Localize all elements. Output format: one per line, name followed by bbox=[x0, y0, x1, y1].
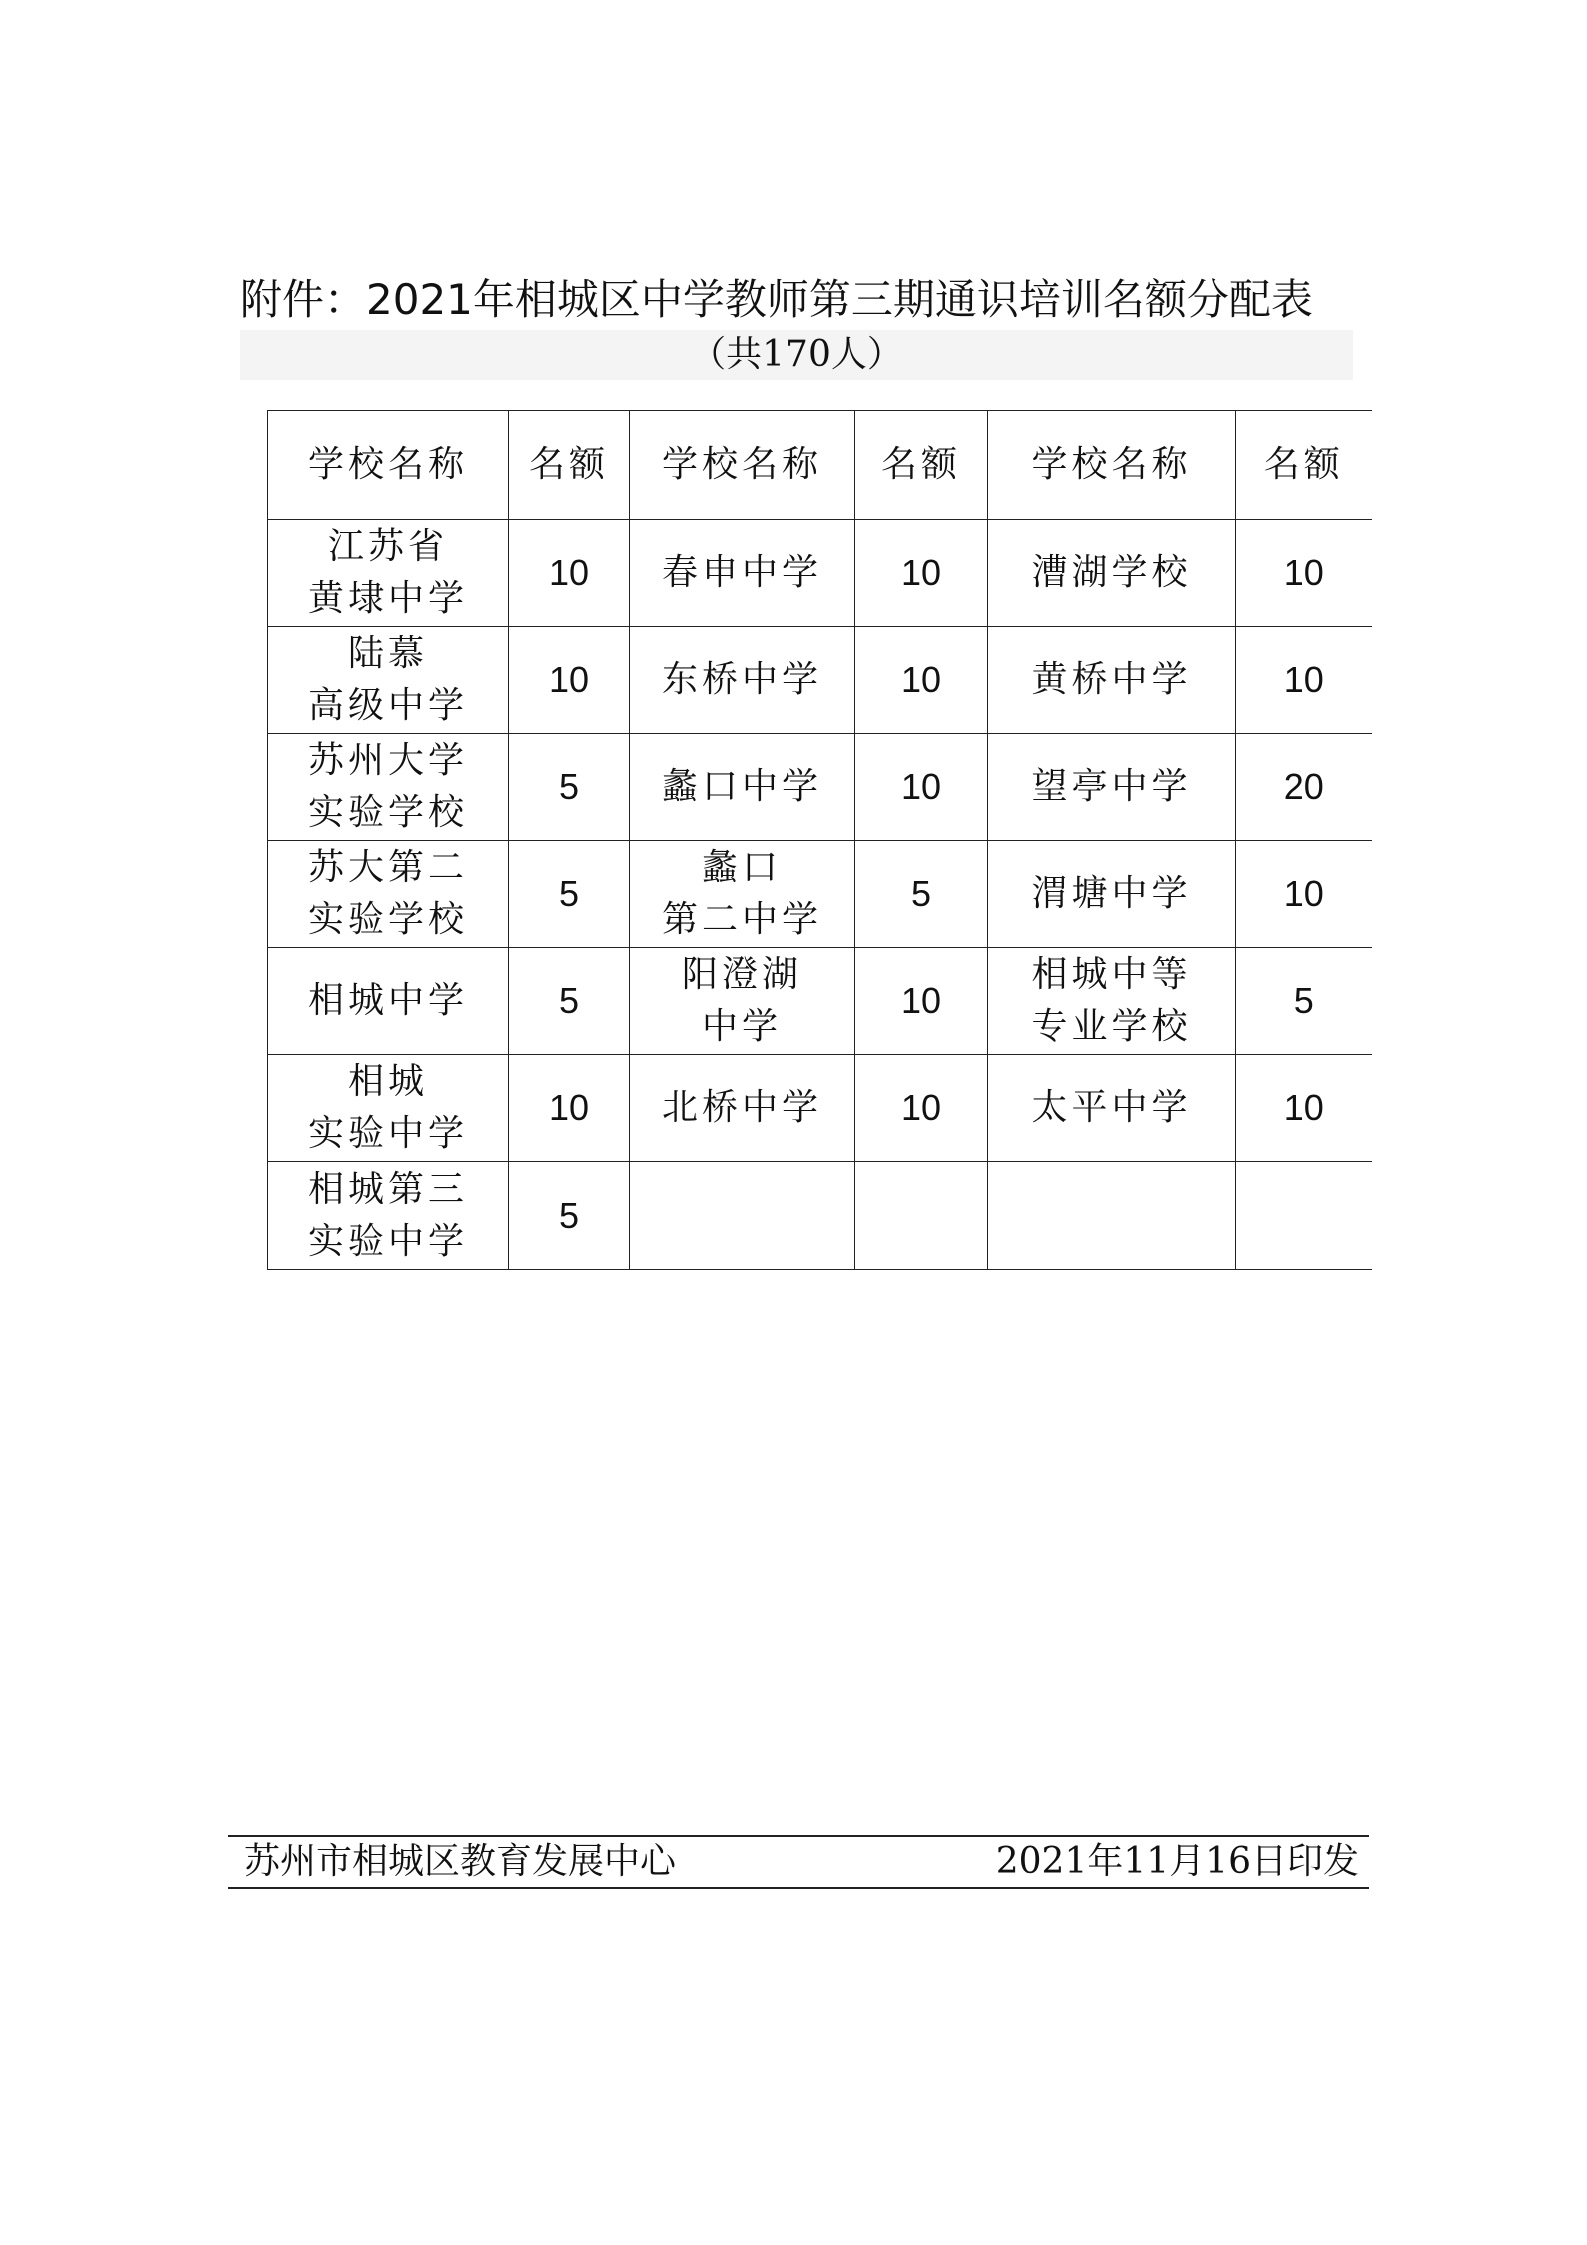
school-name-cell bbox=[988, 1162, 1236, 1270]
school-name-cell bbox=[268, 1055, 509, 1162]
document-footer bbox=[228, 1835, 1369, 1889]
school-name-line: 实验学校 bbox=[307, 899, 468, 940]
school-name-line: 太平中学 bbox=[1031, 1087, 1192, 1128]
quota-cell: 10 bbox=[1236, 1055, 1372, 1162]
school-name-line: 苏州大学 bbox=[307, 740, 468, 781]
issuer-name: 苏州市相城区教育发展中心 bbox=[244, 1841, 677, 1882]
school-name-line: 北桥中学 bbox=[661, 1087, 822, 1128]
school-name-cell bbox=[630, 627, 855, 734]
school-name-line: 专业学校 bbox=[1031, 1006, 1192, 1047]
table-row bbox=[268, 627, 1372, 734]
quota-cell: 10 bbox=[855, 520, 988, 627]
table-row bbox=[268, 841, 1372, 948]
school-name-cell bbox=[268, 520, 509, 627]
school-name-line: 春申中学 bbox=[661, 552, 822, 593]
school-name-line: 高级中学 bbox=[307, 685, 468, 726]
document-title: 附件：2021年相城区中学教师第三期通识培训名额分配表 bbox=[240, 275, 1313, 324]
quota-cell: 10 bbox=[855, 1055, 988, 1162]
quota-cell: 10 bbox=[855, 948, 988, 1055]
school-name-cell bbox=[268, 627, 509, 734]
school-name-line: 江苏省 bbox=[327, 526, 448, 567]
school-name-line: 相城中等 bbox=[1031, 954, 1192, 995]
school-name-cell bbox=[988, 1055, 1236, 1162]
quota-cell: 10 bbox=[1236, 520, 1372, 627]
school-name-line: 蠡口 bbox=[701, 847, 782, 888]
school-name-cell bbox=[988, 948, 1236, 1055]
quota-cell: 10 bbox=[509, 520, 630, 627]
school-name-line: 黄桥中学 bbox=[1031, 659, 1192, 700]
quota-cell bbox=[855, 1162, 988, 1270]
quota-cell: 10 bbox=[1236, 841, 1372, 948]
table-row bbox=[268, 734, 1372, 841]
school-name-line: 东桥中学 bbox=[661, 659, 822, 700]
quota-cell: 10 bbox=[1236, 627, 1372, 734]
school-name-cell bbox=[988, 841, 1236, 948]
school-name-line: 实验学校 bbox=[307, 792, 468, 833]
school-name-line: 实验中学 bbox=[307, 1113, 468, 1154]
table-header-row bbox=[268, 411, 1372, 520]
school-name-cell bbox=[988, 734, 1236, 841]
header-school-name: 学校名称 bbox=[268, 411, 509, 520]
header-school-name: 学校名称 bbox=[988, 411, 1236, 520]
school-name-line: 漕湖学校 bbox=[1031, 552, 1192, 593]
quota-cell: 5 bbox=[1236, 948, 1372, 1055]
quota-cell: 10 bbox=[855, 627, 988, 734]
quota-cell: 5 bbox=[509, 734, 630, 841]
school-name-line: 相城 bbox=[347, 1061, 428, 1102]
quota-cell: 5 bbox=[855, 841, 988, 948]
quota-cell: 5 bbox=[509, 948, 630, 1055]
school-name-cell bbox=[268, 948, 509, 1055]
school-name-cell bbox=[268, 734, 509, 841]
school-name-line: 中学 bbox=[701, 1006, 782, 1047]
quota-cell: 20 bbox=[1236, 734, 1372, 841]
quota-cell: 10 bbox=[855, 734, 988, 841]
school-name-cell bbox=[630, 1162, 855, 1270]
school-name-cell bbox=[988, 520, 1236, 627]
school-name-line: 阳澄湖 bbox=[681, 954, 802, 995]
table-row bbox=[268, 520, 1372, 627]
school-name-line: 黄埭中学 bbox=[307, 578, 468, 619]
table-row bbox=[268, 948, 1372, 1055]
school-name-line: 相城中学 bbox=[307, 980, 468, 1021]
school-name-line: 第二中学 bbox=[661, 899, 822, 940]
document-subtitle: （共170人） bbox=[690, 334, 903, 375]
school-name-line: 蠡口中学 bbox=[661, 766, 822, 807]
issue-date: 2021年11月16日印发 bbox=[995, 1841, 1359, 1882]
quota-allocation-table bbox=[267, 410, 1372, 1270]
header-quota: 名额 bbox=[855, 411, 988, 520]
header-quota: 名额 bbox=[509, 411, 630, 520]
quota-cell bbox=[1236, 1162, 1372, 1270]
school-name-cell bbox=[630, 734, 855, 841]
school-name-cell bbox=[630, 841, 855, 948]
school-name-cell bbox=[630, 1055, 855, 1162]
school-name-line: 相城第三 bbox=[307, 1168, 468, 1210]
school-name-cell bbox=[268, 841, 509, 948]
school-name-cell bbox=[630, 520, 855, 627]
quota-cell: 5 bbox=[509, 841, 630, 948]
school-name-line: 望亭中学 bbox=[1031, 766, 1192, 807]
school-name-cell bbox=[268, 1162, 509, 1270]
school-name-line: 渭塘中学 bbox=[1031, 873, 1192, 914]
school-name-line: 陆慕 bbox=[347, 633, 428, 674]
school-name-cell bbox=[630, 948, 855, 1055]
quota-cell: 10 bbox=[509, 1055, 630, 1162]
school-name-line: 实验中学 bbox=[307, 1220, 468, 1262]
header-quota: 名额 bbox=[1236, 411, 1372, 520]
school-name-line: 苏大第二 bbox=[307, 847, 468, 888]
header-school-name: 学校名称 bbox=[630, 411, 855, 520]
school-name-cell bbox=[988, 627, 1236, 734]
quota-cell: 10 bbox=[509, 627, 630, 734]
table-row bbox=[268, 1162, 1372, 1270]
table-row bbox=[268, 1055, 1372, 1162]
quota-cell: 5 bbox=[509, 1162, 630, 1270]
